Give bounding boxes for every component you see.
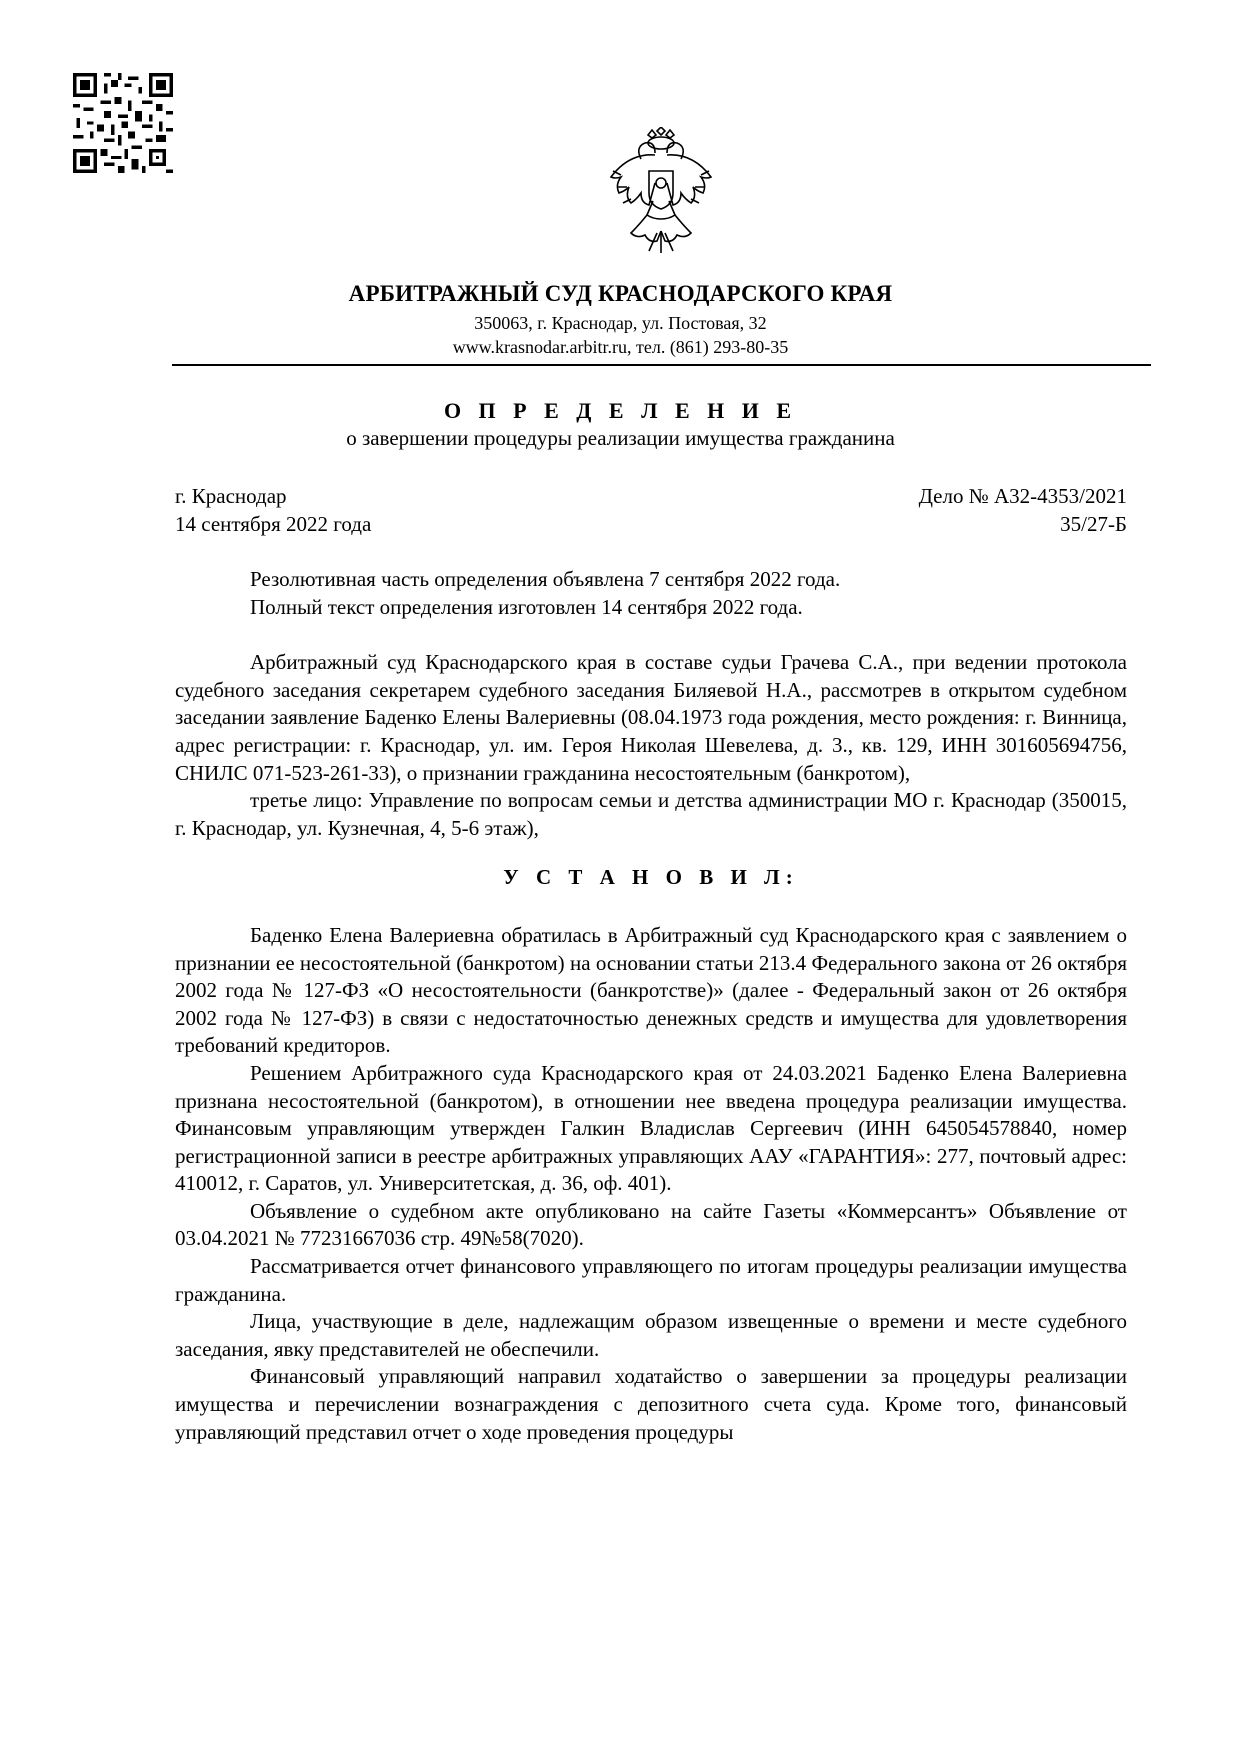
case-number-block — [919, 482, 1127, 538]
case-number: Дело № А32-4353/2021 — [918, 484, 1127, 508]
paragraph: Баденко Елена Валериевна обратилась в Арбитражный суд Краснодарского края с заявлением о признании ее несостоятельной (банкротом) на основании статьи 213.4 Федерального закона от 26 октября 2002 года № 127-ФЗ «О несостоятельности (банкротстве)» (далее - Федеральный закон от 26 октября 2002 года № 127-ФЗ) в связи с недостаточностью денежных средств и имущества для удовлетворения требований кредиторов. — [175, 922, 1127, 1058]
city: г. Краснодар — [175, 484, 287, 508]
section-heading-established: У С Т А Н О В И Л: — [503, 865, 799, 890]
document-title: О П Р Е Д Е Л Е Н И Е — [443, 398, 798, 423]
case-subnumber: 35/27-Б — [1060, 512, 1127, 536]
paragraph: Рассматривается отчет финансового управляющего по итогам процедуры реализации имущества гражданина. — [175, 1254, 1127, 1306]
paragraph: Решением Арбитражного суда Краснодарского края от 24.03.2021 Баденко Елена Валериевна признана несостоятельной (банкротом), в отношении нее введена процедура реализации имущества. Финансовым управляющим утвержден Галкин Владислав Сергеевич (ИНН 645054578840, номер регистрационной записи в реестре арбитражных управляющих ААУ «ГАРАНТИЯ»: 277, почтовый адрес: 410012, г. Саратов, ул. Университетская, д. 36, оф. 401). — [175, 1060, 1127, 1196]
resolution-announcement: Резолютивная часть определения объявлена 7 сентября 2022 года. — [250, 567, 841, 591]
court-address-block — [0, 311, 1241, 359]
paragraph: Финансовый управляющий направил ходатайство о завершении за процедуры реализации имущества и перечислении вознаграждения с депозитного счета суда. Кроме того, финансовый управляющий представил отчет о ходе проведения процедуры — [175, 1364, 1127, 1444]
coat-of-arms-icon — [601, 127, 721, 257]
qr-code-icon — [73, 73, 173, 173]
paragraph: Лица, участвующие в деле, надлежащим образом извещенные о времени и месте судебного заседания, явку представителей не обеспечили. — [175, 1309, 1127, 1361]
document-subtitle: о завершении процедуры реализации имущества гражданина — [346, 426, 895, 450]
third-party-paragraph: третье лицо: Управление по вопросам семьи и детства администрации МО г. Краснодар (350015, г. Краснодар, ул. Кузнечная, 4, 5-6 этаж), — [175, 788, 1127, 840]
document-body — [175, 566, 1127, 1446]
paragraph: Объявление о судебном акте опубликовано на сайте Газеты «Коммерсантъ» Объявление от 03.04.2021 № 77231667036 стр. 49№58(7020). — [175, 1198, 1127, 1251]
fulltext-date: Полный текст определения изготовлен 14 сентября 2022 года. — [250, 594, 803, 619]
spacer — [175, 621, 1127, 649]
court-name: АРБИТРАЖНЫЙ СУД КРАСНОДАРСКОГО КРАЯ — [348, 281, 893, 306]
place-date-block — [175, 482, 371, 538]
court-contacts: www.krasnodar.arbitr.ru, тел. (861) 293-80-35 — [452, 337, 789, 357]
header-divider — [172, 364, 1151, 366]
intro-paragraph: Арбитражный суд Краснодарского края в составе судьи Грачева С.А., при ведении протокола судебного заседания секретарем судебного заседания Биляевой Н.А., рассмотрев в открытом судебном заседании заявление Баденко Елены Валериевны (08.04.1973 года рождения, место рождения: г. Винница, адрес регистрации: г. Краснодар, ул. им. Героя Николая Шевелева, д. 3., кв. 129, ИНН 301605694756, СНИЛС 071-523-261-33), о признании гражданина несостоятельным (банкротом), — [175, 650, 1127, 785]
document-date: 14 сентября 2022 года — [175, 512, 372, 536]
court-address: 350063, г. Краснодар, ул. Постовая, 32 — [474, 313, 767, 333]
